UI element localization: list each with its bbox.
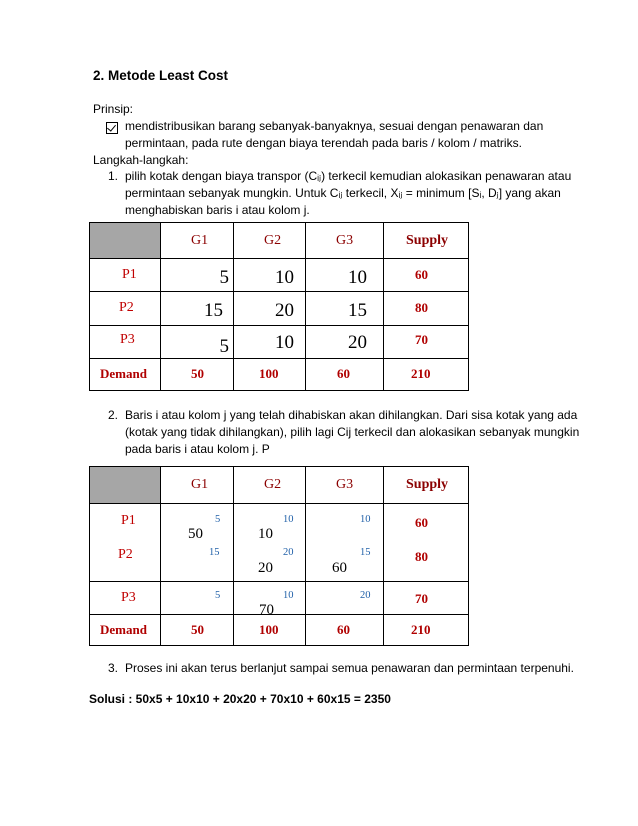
prinsip-text-line2: permintaan, pada rute dengan biaya terendah pada baris / kolom / matriks. (125, 136, 522, 150)
table1-demand-g1: 50 (161, 358, 234, 390)
table2-cost-p1-g3: 10 (360, 514, 371, 525)
step1-line2: permintaan sebanyak mungkin. Untuk Cᵢⱼ terkecil, Xᵢⱼ = minimum [Sᵢ, Dⱼ] yang akan (125, 186, 561, 200)
table2-alloc-p1-g2: 10 (258, 526, 273, 542)
table2-corner-cell (90, 467, 161, 504)
step1-line3: menghabiskan baris i atau kolom j. (125, 203, 310, 217)
table2-cell-p3-g1 (161, 582, 234, 615)
table2-supply-p3: 70 (384, 582, 469, 615)
step3-text: Proses ini akan terus berlanjut sampai semua penawaran dan permintaan terpenuhi. (125, 661, 574, 675)
checkbox-icon (106, 122, 118, 134)
prinsip-text-line1: mendistribusikan barang sebanyak-banyaknya, sesuai dengan penawaran dan (125, 119, 544, 133)
step2-line2: (kotak yang tidak dihilangkan), pilih lagi Cij terkecil dan alokasikan sebanyak mungkin (125, 425, 580, 439)
step1-number: 1. (108, 169, 119, 183)
solution-text: Solusi : 50x5 + 10x10 + 20x20 + 70x10 + 60x15 = 2350 (89, 692, 391, 706)
table1-corner-cell (90, 223, 161, 259)
table2-cost-p3-g1: 5 (215, 590, 221, 601)
table1-row-label-p1: P1 (90, 259, 161, 292)
table1-supply-p2: 80 (384, 292, 469, 325)
table1-cost-p2-g3: 15 (306, 292, 384, 325)
table1-demand-g2: 100 (234, 358, 306, 390)
table2-cost-p2-g3: 15 (360, 547, 371, 558)
cost-table-1 (89, 222, 469, 391)
table2-row-label-p2: P2 (118, 547, 133, 562)
allocation-table-2 (89, 466, 469, 646)
table2-cell-g2-p1p2 (234, 504, 306, 582)
table2-demand-g2: 100 (234, 615, 306, 646)
table2-alloc-p2-g3: 60 (332, 560, 347, 576)
table1-header-supply: Supply (384, 223, 469, 259)
table1-cost-p3-g1: 5 (161, 325, 234, 358)
table1-cost-p1-g3: 10 (306, 259, 384, 292)
table2-cost-p2-g1: 15 (209, 547, 220, 558)
table2-demand-label: Demand (90, 615, 161, 646)
table2-alloc-p2-g2: 20 (258, 560, 273, 576)
table2-header-g3: G3 (306, 467, 384, 504)
table2-supply-p1-p2 (384, 504, 469, 582)
table1-header-g1: G1 (161, 223, 234, 259)
table1-header-g2: G2 (234, 223, 306, 259)
table2-header-g1: G1 (161, 467, 234, 504)
table2-header-g2: G2 (234, 467, 306, 504)
step2-number: 2. (108, 408, 119, 422)
table2-demand-g3: 60 (306, 615, 384, 646)
table1-demand-label: Demand (90, 358, 161, 390)
table2-cost-p3-g2: 10 (283, 590, 294, 601)
table1-cost-p1-g1: 5 (161, 259, 234, 292)
table2-alloc-p1-g1: 50 (188, 526, 203, 542)
table1-row-label-p2: P2 (90, 292, 161, 325)
step2-line1: Baris i atau kolom j yang telah dihabiskan akan dihilangkan. Dari sisa kotak yang ada (125, 408, 578, 422)
table2-alloc-p3-g2: 70 (259, 602, 274, 618)
table2-cost-p1-g2: 10 (283, 514, 294, 525)
table2-cost-p2-g2: 20 (283, 547, 294, 558)
table1-cost-p3-g3: 20 (306, 325, 384, 358)
step3-number: 3. (108, 661, 119, 675)
table2-cost-p1-g1: 5 (215, 514, 221, 525)
table2-supply-p2: 80 (415, 549, 428, 564)
table2-cell-g1-p1p2 (161, 504, 234, 582)
table1-supply-p3: 70 (384, 325, 469, 358)
table2-cell-p3-g2 (234, 582, 306, 618)
table2-row-labels-p1-p2 (90, 504, 161, 582)
table1-header-g3: G3 (306, 223, 384, 259)
table2-cell-g3-p1p2 (306, 504, 384, 582)
table2-supply-p1: 60 (415, 515, 428, 530)
table1-cost-p2-g1: 15 (161, 292, 234, 325)
table2-demand-total: 210 (384, 615, 469, 646)
table2-cell-p3-g3 (306, 582, 384, 615)
table1-supply-p1: 60 (384, 259, 469, 292)
table2-row-label-p1: P1 (121, 513, 136, 528)
table2-header-supply: Supply (384, 467, 469, 504)
table1-row-label-p3: P3 (90, 325, 161, 358)
section-title: 2. Metode Least Cost (93, 68, 229, 83)
table2-demand-g1: 50 (161, 615, 234, 646)
step2-line3: pada baris i atau kolom j. P (125, 442, 270, 456)
table1-demand-g3: 60 (306, 358, 384, 390)
step1-line1: pilih kotak dengan biaya transpor (Cᵢⱼ) terkecil kemudian alokasikan penawaran atau (125, 169, 572, 183)
prinsip-label: Prinsip: (93, 102, 134, 116)
table1-cost-p3-g2: 10 (234, 325, 306, 358)
table1-demand-total: 210 (384, 358, 469, 390)
langkah-label: Langkah-langkah: (93, 153, 189, 167)
table2-row-label-p3: P3 (90, 582, 161, 615)
table1-cost-p2-g2: 20 (234, 292, 306, 325)
table2-cost-p3-g3: 20 (360, 590, 371, 601)
table1-cost-p1-g2: 10 (234, 259, 306, 292)
